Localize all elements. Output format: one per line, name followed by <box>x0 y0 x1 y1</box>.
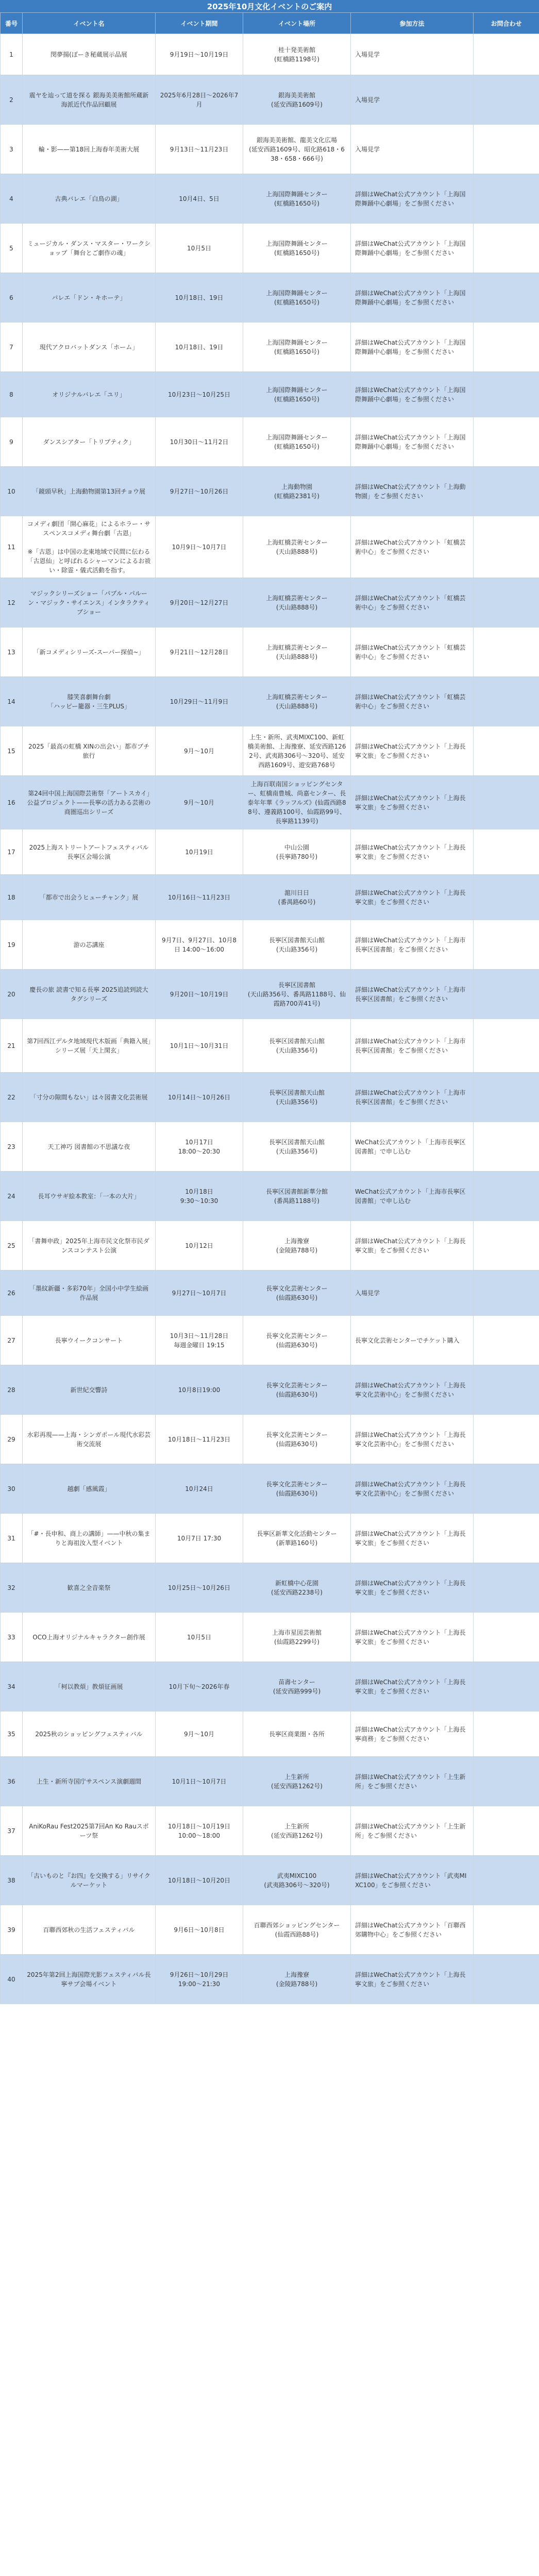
event-period: 10月9日～10月7日 <box>156 516 243 578</box>
event-name: AniKoRau Fest2025第7回An Ko Rauスポーツ祭 <box>23 1806 156 1856</box>
contact <box>474 1415 539 1464</box>
event-period: 10月18日、19日 <box>156 323 243 372</box>
event-venue: 長寧文化芸術センター (仙霞路630号) <box>243 1365 351 1415</box>
row-number: 36 <box>1 1757 23 1806</box>
event-venue: 上海市星図芸術館 (仙霞路2299号) <box>243 1613 351 1662</box>
event-period: 9月27日～10月26日 <box>156 467 243 516</box>
header-event-name: イベント名 <box>23 13 156 34</box>
event-period: 9月6日～10月8日 <box>156 1905 243 1955</box>
contact <box>474 1563 539 1613</box>
participation-method: 詳細はWeChat公式アカウント「上海長寧文旅」をご参照ください <box>351 726 474 776</box>
event-period: 10月29日～11月9日 <box>156 677 243 726</box>
event-venue: 上海虹橋芸術センター (天山路888号) <box>243 578 351 628</box>
table-row <box>1 1905 539 1955</box>
participation-method: 詳細はWeChat公式アカウント「上海長寧文旅」をご参照ください <box>351 1613 474 1662</box>
row-number: 6 <box>1 273 23 323</box>
event-name: オリジナルバレエ「ユリ」 <box>23 372 156 417</box>
participation-method: 詳細はWeChat公式アカウント「虹橋芸術中心」をご参照ください <box>351 628 474 677</box>
contact <box>474 467 539 516</box>
table-row <box>1 323 539 372</box>
event-venue: 長寧区図書館天山館 (天山路356号) <box>243 1073 351 1122</box>
contact <box>474 920 539 970</box>
event-name: 新世紀交響詩 <box>23 1365 156 1415</box>
event-venue: 長寧区図書館天山館 (天山路356号) <box>243 1122 351 1172</box>
event-name: 2025上海ストリートアートフェスティバル長寧区会場公演 <box>23 829 156 875</box>
participation-method: 詳細はWeChat公式アカウント「上海市長寧区図書館」をご参照ください <box>351 1019 474 1073</box>
event-name: 長耳ウサギ絵本教室：「一本の大片」 <box>23 1172 156 1221</box>
row-number: 18 <box>1 875 23 920</box>
row-number: 5 <box>1 224 23 273</box>
participation-method: 入場見学 <box>351 34 474 75</box>
header-participation: 参加方法 <box>351 13 474 34</box>
event-venue: 中山公園 (長寧路780号) <box>243 829 351 875</box>
event-venue: 長寧区図書館天山館 (天山路356号) <box>243 1019 351 1073</box>
table-row <box>1 1221 539 1270</box>
row-number: 19 <box>1 920 23 970</box>
event-name: 「寸分の隙間もない」は々図書文化芸術展 <box>23 1073 156 1122</box>
event-name: 水彩再現——上海・シンガポール現代水彩芸術交流展 <box>23 1415 156 1464</box>
contact <box>474 726 539 776</box>
participation-method: 詳細はWeChat公式アカウント「上海国際舞踊中心劇場」をご参照ください <box>351 417 474 467</box>
event-name: コメディ劇団「開心麻花」によるホラー・サスペンスコメディ舞台劇「古恩」 ※「古恩」は中国の北東地域で民間に伝わる「古恩仙」と呼ばれるシャーマンによるお祓い・除霊・儀式活動を指す。 <box>23 516 156 578</box>
event-period: 10月18日～10月20日 <box>156 1856 243 1905</box>
table-row <box>1 75 539 125</box>
event-venue: 長寧区図書館天山館 (天山路356号) <box>243 920 351 970</box>
event-period: 9月19日～10月19日 <box>156 34 243 75</box>
events-table <box>0 12 539 2004</box>
event-period: 9月20日～10月19日 <box>156 970 243 1019</box>
table-row <box>1 1122 539 1172</box>
event-name: 第24回中国上海国際芸術祭「アートスカイ」公益プロジェクト——長寧の活力ある芸術の商圏巡出シリーズ <box>23 776 156 829</box>
event-period: 10月23日～10月25日 <box>156 372 243 417</box>
table-row <box>1 1662 539 1711</box>
participation-method: 詳細はWeChat公式アカウント「上海市長寧区図書館」をご参照ください <box>351 970 474 1019</box>
event-name: 現代アクロバットダンス「ホーム」 <box>23 323 156 372</box>
event-name: 膝笑喜劇舞台劇 「ハッピー籠器・三生PLUS」 <box>23 677 156 726</box>
event-venue: 桂十発美術館 (虹橋路1198号) <box>243 34 351 75</box>
event-venue: 上海国際舞踊センター (虹橋路1650号) <box>243 323 351 372</box>
header-event-venue: イベント場所 <box>243 13 351 34</box>
row-number: 20 <box>1 970 23 1019</box>
row-number: 32 <box>1 1563 23 1613</box>
contact <box>474 273 539 323</box>
header-contact: お問合わせ <box>474 13 539 34</box>
table-row <box>1 1172 539 1221</box>
table-row <box>1 516 539 578</box>
contact <box>474 1270 539 1316</box>
event-period: 10月18日～11月23日 <box>156 1415 243 1464</box>
participation-method: 詳細はWeChat公式アカウント「百聯西郊購物中心」をご参照ください <box>351 1905 474 1955</box>
contact <box>474 174 539 224</box>
row-number: 40 <box>1 1955 23 2004</box>
event-name: 輪・影——第18回上海春年美術大展 <box>23 125 156 174</box>
event-venue: 上海国際舞踊センター (虹橋路1650号) <box>243 273 351 323</box>
event-name: 慶長の旅 読書で知る長寧 2025追読到読大タグシリーズ <box>23 970 156 1019</box>
event-venue: 銀海美美術館、龍美文化広場 (延安西路1609号、昭化路618・638・658・666号) <box>243 125 351 174</box>
event-venue: 銀海美美術館 (延安西路1609号) <box>243 75 351 125</box>
event-venue: 上海動物園 (虹橋路2381号) <box>243 467 351 516</box>
participation-method: 詳細はWeChat公式アカウント「上生新所」をご参照ください <box>351 1806 474 1856</box>
table-header-row <box>1 13 539 34</box>
row-number: 38 <box>1 1856 23 1905</box>
participation-method: 詳細はWeChat公式アカウント「上海国際舞踊中心劇場」をご参照ください <box>351 174 474 224</box>
table-row <box>1 1856 539 1905</box>
event-period: 10月5日 <box>156 1613 243 1662</box>
contact <box>474 1757 539 1806</box>
event-period: 10月25日～10月26日 <box>156 1563 243 1613</box>
event-venue: 上海豫寮 (金陵路788号) <box>243 1955 351 2004</box>
table-row <box>1 970 539 1019</box>
event-name: ダンスシアター「トリプティク」 <box>23 417 156 467</box>
event-venue: 長寧文化芸術センター (仙霞路630号) <box>243 1316 351 1365</box>
event-name: 天工神巧 図書館の不思議な夜 <box>23 1122 156 1172</box>
event-period: 10月8日19:00 <box>156 1365 243 1415</box>
participation-method: 詳細はWeChat公式アカウント「上海長寧文旅」をご参照ください <box>351 829 474 875</box>
event-name: 越劇「感風霞」 <box>23 1464 156 1514</box>
event-venue: 上海百联南国ショッピングセンター、虹橋南豊城、尚嘉センター、長泰年年華《ラッフルズ》(仙霞西路88号、遵義路100号、仙霞路99号、長寧路1139号) <box>243 776 351 829</box>
participation-method: 詳細はWeChat公式アカウント「虹橋芸術中心」をご参照ください <box>351 578 474 628</box>
event-period: 9月～10月 <box>156 1711 243 1757</box>
event-name: 閔夢揚(ぼーき秘蔵展示品展 <box>23 34 156 75</box>
table-row <box>1 1514 539 1563</box>
table-row <box>1 1019 539 1073</box>
event-venue: 長寧区商業圏・各所 <box>243 1711 351 1757</box>
event-name: 「鏡頭早秋」上海動物園第13回チョウ展 <box>23 467 156 516</box>
event-period: 10月18日～10月19日 10:00～18:00 <box>156 1806 243 1856</box>
event-name: 「柯以教煩」教煩征画展 <box>23 1662 156 1711</box>
table-row <box>1 578 539 628</box>
row-number: 33 <box>1 1613 23 1662</box>
row-number: 21 <box>1 1019 23 1073</box>
event-name: マジックシリーズショー「パブル・パルーン・マジック・サイエンス」インタラクティブショー <box>23 578 156 628</box>
table-row <box>1 34 539 75</box>
event-venue: 長寧区図書館新華分館 (番禺路1188号) <box>243 1172 351 1221</box>
table-row <box>1 920 539 970</box>
table-row <box>1 125 539 174</box>
row-number: 10 <box>1 467 23 516</box>
event-period: 10月18日 9:30～10:30 <box>156 1172 243 1221</box>
contact <box>474 1662 539 1711</box>
participation-method: 詳細はWeChat公式アカウント「上海長寧文旅」をご参照ください <box>351 1955 474 2004</box>
event-venue: 長寧区新華文化活動センター (新華路160号) <box>243 1514 351 1563</box>
event-period: 10月30日～11月2日 <box>156 417 243 467</box>
event-name: 「#・長申和、商上の講師」——中秋の集まりと海祖汝入型イベント <box>23 1514 156 1563</box>
contact <box>474 1221 539 1270</box>
event-name: 震ヤを辿って道を探る 銀海美美術館所蔵新海派近代作品回顧展 <box>23 75 156 125</box>
participation-method: 詳細はWeChat公式アカウント「上海長寧文旅」をご参照ください <box>351 1563 474 1613</box>
contact <box>474 829 539 875</box>
event-venue: 上海虹橋芸術センター (天山路888号) <box>243 677 351 726</box>
row-number: 12 <box>1 578 23 628</box>
event-venue: 苗壽センター (延安西路999号) <box>243 1662 351 1711</box>
contact <box>474 1613 539 1662</box>
event-period: 9月20日～12月27日 <box>156 578 243 628</box>
event-period: 9月26日～10月29日 19:00～21:30 <box>156 1955 243 2004</box>
table-row <box>1 726 539 776</box>
event-period: 10月4日、5日 <box>156 174 243 224</box>
row-number: 25 <box>1 1221 23 1270</box>
table-row <box>1 677 539 726</box>
table-row <box>1 372 539 417</box>
row-number: 28 <box>1 1365 23 1415</box>
participation-method: 詳細はWeChat公式アカウント「武夷MIXC100」をご参照ください <box>351 1856 474 1905</box>
row-number: 7 <box>1 323 23 372</box>
event-period: 10月14日～10月26日 <box>156 1073 243 1122</box>
table-row <box>1 417 539 467</box>
event-period: 10月1日～10月31日 <box>156 1019 243 1073</box>
event-venue: 上海国際舞踊センター (虹橋路1650号) <box>243 224 351 273</box>
row-number: 4 <box>1 174 23 224</box>
row-number: 15 <box>1 726 23 776</box>
event-name: ミュージカル・ダンス・マスター・ワークショップ「舞台とご劇作の魂」 <box>23 224 156 273</box>
event-name: 游の芯講座 <box>23 920 156 970</box>
event-period: 9月～10月 <box>156 776 243 829</box>
contact <box>474 1856 539 1905</box>
participation-method: 詳細はWeChat公式アカウント「上海長寧商務」をご参照ください <box>351 1711 474 1757</box>
event-name: 「書舞申政」2025年上海市民文化祭市民ダンスコンテスト公演 <box>23 1221 156 1270</box>
row-number: 11 <box>1 516 23 578</box>
participation-method: 詳細はWeChat公式アカウント「上海市長寧区図書館」をご参照ください <box>351 1073 474 1122</box>
contact <box>474 628 539 677</box>
row-number: 27 <box>1 1316 23 1365</box>
participation-method: 詳細はWeChat公式アカウント「上海動物園」をご参照ください <box>351 467 474 516</box>
participation-method: 入場見学 <box>351 125 474 174</box>
participation-method: 詳細はWeChat公式アカウント「虹橋芸術中心」をご参照ください <box>351 677 474 726</box>
event-name: 長寧ウイークコンサート <box>23 1316 156 1365</box>
row-number: 31 <box>1 1514 23 1563</box>
participation-method: 詳細はWeChat公式アカウント「上海長寧文化芸術中心」をご参照ください <box>351 1365 474 1415</box>
event-name: バレエ「ドン・キホーテ」 <box>23 273 156 323</box>
contact <box>474 75 539 125</box>
page-title: 2025年10月文化イベントのご案内 <box>0 0 539 12</box>
row-number: 17 <box>1 829 23 875</box>
participation-method: 詳細はWeChat公式アカウント「上海国際舞踊中心劇場」をご参照ください <box>351 273 474 323</box>
row-number: 22 <box>1 1073 23 1122</box>
table-row <box>1 1464 539 1514</box>
participation-method: 詳細はWeChat公式アカウント「虹橋芸術中心」をご参照ください <box>351 516 474 578</box>
event-venue: 上海国際舞踊センター (虹橋路1650号) <box>243 417 351 467</box>
contact <box>474 1464 539 1514</box>
participation-method: 詳細はWeChat公式アカウント「上海国際舞踊中心劇場」をご参照ください <box>351 323 474 372</box>
table-row <box>1 776 539 829</box>
participation-method: 詳細はWeChat公式アカウント「上生新所」をご参照ください <box>351 1757 474 1806</box>
participation-method: WeChat公式アカウント「上海市長寧区図書館」で申し込む <box>351 1172 474 1221</box>
table-row <box>1 1955 539 2004</box>
event-venue: 上海国際舞踊センター (虹橋路1650号) <box>243 174 351 224</box>
event-venue: 上生新所 (延安西路1262号) <box>243 1806 351 1856</box>
contact <box>474 516 539 578</box>
event-venue: 滬川日日 (番禺路60号) <box>243 875 351 920</box>
row-number: 24 <box>1 1172 23 1221</box>
row-number: 23 <box>1 1122 23 1172</box>
contact <box>474 1365 539 1415</box>
table-row <box>1 1270 539 1316</box>
event-period: 10月下旬～2026年春 <box>156 1662 243 1711</box>
table-row <box>1 875 539 920</box>
event-period: 10月16日～11月23日 <box>156 875 243 920</box>
table-row <box>1 1613 539 1662</box>
event-venue: 長寧文化芸術センター (仙霞路630号) <box>243 1270 351 1316</box>
contact <box>474 677 539 726</box>
row-number: 16 <box>1 776 23 829</box>
contact <box>474 875 539 920</box>
event-venue: 上生新所 (延安西路1262号) <box>243 1757 351 1806</box>
event-name: 歓喜之全音楽祭 <box>23 1563 156 1613</box>
participation-method: 詳細はWeChat公式アカウント「上海長寧文旅」をご参照ください <box>351 1662 474 1711</box>
contact <box>474 372 539 417</box>
contact <box>474 125 539 174</box>
event-venue: 長寧文化芸術センター (仙霞路630号) <box>243 1415 351 1464</box>
event-period: 10月19日 <box>156 829 243 875</box>
table-row <box>1 467 539 516</box>
row-number: 35 <box>1 1711 23 1757</box>
event-period: 10月12日 <box>156 1221 243 1270</box>
row-number: 3 <box>1 125 23 174</box>
table-row <box>1 1365 539 1415</box>
row-number: 13 <box>1 628 23 677</box>
contact <box>474 776 539 829</box>
event-period: 9月27日～10月7日 <box>156 1270 243 1316</box>
participation-method: 長寧文化芸術センターでチケット購入 <box>351 1316 474 1365</box>
table-row <box>1 1806 539 1856</box>
event-venue: 上海豫寮 (金陵路788号) <box>243 1221 351 1270</box>
event-name: 百聯西郊秋の生活フェスティバル <box>23 1905 156 1955</box>
contact <box>474 1955 539 2004</box>
participation-method: 入場見学 <box>351 75 474 125</box>
event-venue: 武夷MIXC100 (武夷路306号～320号) <box>243 1856 351 1905</box>
event-venue: 上生・新所、武夷MIXC100、新虹橋美術館、上海豫寮、延安西路1262号、武夷路306号～320号、延安西路1609号、遊安路768号 <box>243 726 351 776</box>
event-venue: 長寧文化芸術センター (仙霞路630号) <box>243 1464 351 1514</box>
table-row <box>1 1757 539 1806</box>
table-row <box>1 1316 539 1365</box>
event-venue: 新虹橋中心花園 (延安西路2238号) <box>243 1563 351 1613</box>
header-number: 番号 <box>1 13 23 34</box>
table-row <box>1 1563 539 1613</box>
contact <box>474 417 539 467</box>
participation-method: 詳細はWeChat公式アカウント「上海国際舞踊中心劇場」をご参照ください <box>351 372 474 417</box>
event-venue: 上海国際舞踊センター (虹橋路1650号) <box>243 372 351 417</box>
event-period: 9月～10月 <box>156 726 243 776</box>
participation-method: 詳細はWeChat公式アカウント「上海市長寧区図書館」をご参照ください <box>351 920 474 970</box>
event-name: 古典バレエ「白鳥の湖」 <box>23 174 156 224</box>
event-name: 上生・新所寺国庁サスペンス演劇週間 <box>23 1757 156 1806</box>
event-name: 「墨紋新疆・多彩70年」全国小中学生絵画作品展 <box>23 1270 156 1316</box>
participation-method: 詳細はWeChat公式アカウント「上海長寧文化芸術中心」をご参照ください <box>351 1415 474 1464</box>
event-name: 2025秋のショッピングフェスティバル <box>23 1711 156 1757</box>
table-row <box>1 1711 539 1757</box>
row-number: 39 <box>1 1905 23 1955</box>
participation-method: 入場見学 <box>351 1270 474 1316</box>
participation-method: 詳細はWeChat公式アカウント「上海長寧文旅」をご参照ください <box>351 1514 474 1563</box>
event-period: 9月13日～11月23日 <box>156 125 243 174</box>
contact <box>474 970 539 1019</box>
table-row <box>1 829 539 875</box>
contact <box>474 1806 539 1856</box>
participation-method: 詳細はWeChat公式アカウント「上海長寧文化芸術中心」をご参照ください <box>351 1464 474 1514</box>
table-row <box>1 628 539 677</box>
event-period: 9月7日、9月27日、10月8日 14:00～16:00 <box>156 920 243 970</box>
event-period: 10月1日～10月7日 <box>156 1757 243 1806</box>
event-name: 「古いものと『お四』を交換する」リサイクルマーケット <box>23 1856 156 1905</box>
event-name: 2025「最高の虹橋 XINの出会い」都市ブチ旅行 <box>23 726 156 776</box>
contact <box>474 1711 539 1757</box>
contact <box>474 224 539 273</box>
event-venue: 上海虹橋芸術センター (天山路888号) <box>243 516 351 578</box>
contact <box>474 1019 539 1073</box>
event-venue: 百聯西郊ショッピングセンター (仙霞西路88号) <box>243 1905 351 1955</box>
participation-method: 詳細はWeChat公式アカウント「上海長寧文旅」をご参照ください <box>351 776 474 829</box>
contact <box>474 1073 539 1122</box>
event-name: 「都市で出会うヒューチャンク」展 <box>23 875 156 920</box>
contact <box>474 578 539 628</box>
event-period: 10月17日 18:00～20:30 <box>156 1122 243 1172</box>
table-row <box>1 273 539 323</box>
event-period: 10月18日、19日 <box>156 273 243 323</box>
contact <box>474 1316 539 1365</box>
row-number: 8 <box>1 372 23 417</box>
row-number: 9 <box>1 417 23 467</box>
contact <box>474 1905 539 1955</box>
event-period: 10月3日～11月28日 毎週金曜日 19:15 <box>156 1316 243 1365</box>
contact <box>474 1122 539 1172</box>
row-number: 29 <box>1 1415 23 1464</box>
row-number: 37 <box>1 1806 23 1856</box>
row-number: 34 <box>1 1662 23 1711</box>
table-body <box>1 34 539 2004</box>
row-number: 26 <box>1 1270 23 1316</box>
participation-method: 詳細はWeChat公式アカウント「上海長寧文旅」をご参照ください <box>351 1221 474 1270</box>
participation-method: 詳細はWeChat公式アカウント「上海長寧文旅」をご参照ください <box>351 875 474 920</box>
row-number: 30 <box>1 1464 23 1514</box>
row-number: 1 <box>1 34 23 75</box>
event-period: 10月5日 <box>156 224 243 273</box>
table-row <box>1 174 539 224</box>
contact <box>474 34 539 75</box>
event-name: 2025年第2回上海国際光影フェスティバル長寧サブ会場イベント <box>23 1955 156 2004</box>
row-number: 2 <box>1 75 23 125</box>
table-row <box>1 1415 539 1464</box>
event-name: 「新コメディシリーズ-スーパー探偵~」 <box>23 628 156 677</box>
event-period: 10月24日 <box>156 1464 243 1514</box>
header-event-period: イベント期間 <box>156 13 243 34</box>
row-number: 14 <box>1 677 23 726</box>
event-name: OCO上海オリジナルキャラクター創作展 <box>23 1613 156 1662</box>
event-venue: 長寧区図書館 (天山路356号、番禺路1188号、仙霞路700弄41号) <box>243 970 351 1019</box>
event-period: 10月7日 17:30 <box>156 1514 243 1563</box>
event-venue: 上海虹橋芸術センター (天山路888号) <box>243 628 351 677</box>
table-row <box>1 224 539 273</box>
participation-method: WeChat公式アカウント「上海市長寧区図書館」で申し込む <box>351 1122 474 1172</box>
table-row <box>1 1073 539 1122</box>
event-period: 9月21日～12月28日 <box>156 628 243 677</box>
contact <box>474 323 539 372</box>
event-name: 第7回西江デルタ地域現代木版画「典籍入展」シリーズ展「天上閑玄」 <box>23 1019 156 1073</box>
contact <box>474 1172 539 1221</box>
contact <box>474 1514 539 1563</box>
participation-method: 詳細はWeChat公式アカウント「上海国際舞踊中心劇場」をご参照ください <box>351 224 474 273</box>
event-period: 2025年6月28日～2026年7月 <box>156 75 243 125</box>
